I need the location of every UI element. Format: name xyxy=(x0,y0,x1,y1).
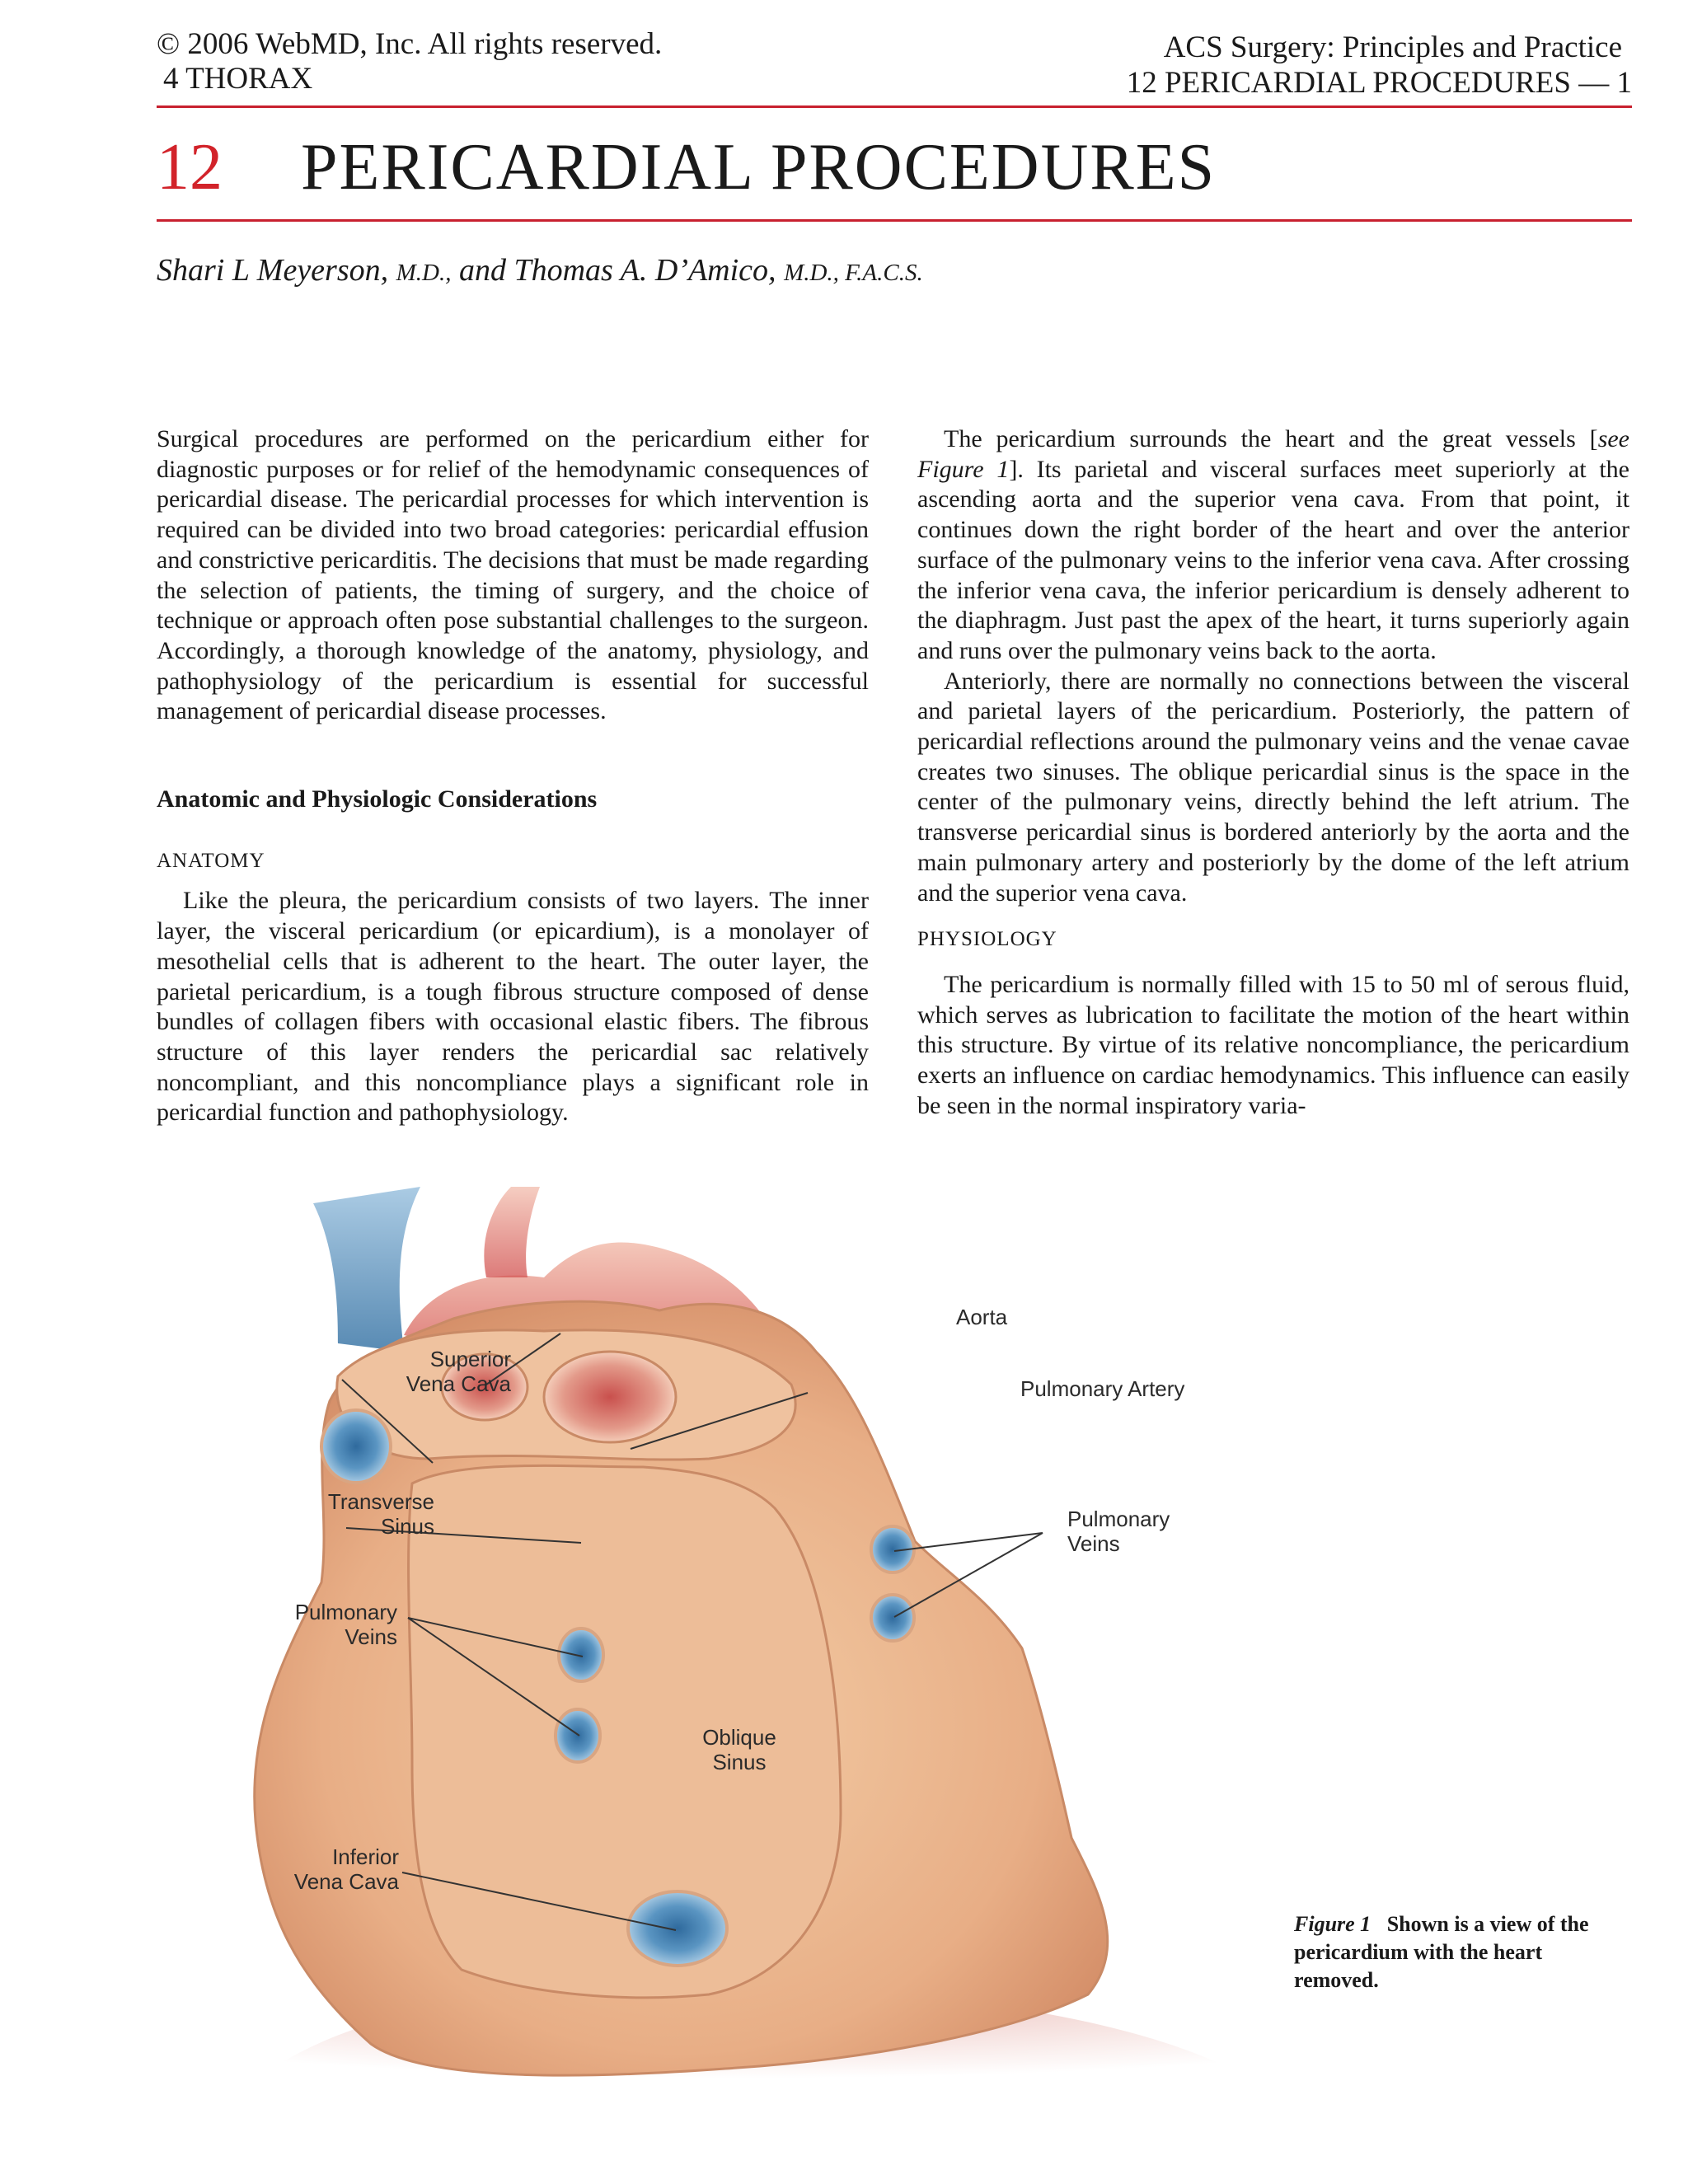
pericardium-paragraph xyxy=(917,424,1629,667)
author-1-degree: M.D., xyxy=(396,260,452,286)
caption-label: Figure 1 xyxy=(1294,1912,1372,1936)
pulmonary-vein-left-upper xyxy=(559,1629,603,1681)
para1-text-end: ]. Its parietal and visceral surfaces meet superiorly at the ascending aorta and the superior vena cava. From that point, it continues down the right border of the heart and over the anterior surface of the pulmonary veins to the inferior vena cava. After crossing the inferior vena cava, the inferior pericardium is densely adherent to the diaphragm. Just past the apex of the heart, it turns superiorly again and runs over the pulmonary veins back to the aorta. xyxy=(917,455,1629,664)
author-1: Shari L Meyerson, xyxy=(157,253,389,288)
book-title: ACS Surgery: Principles and Practice xyxy=(1163,30,1622,64)
author-line xyxy=(157,251,923,292)
label-ivc-1: Inferior xyxy=(332,1844,399,1869)
label-transverse-1: Transverse xyxy=(327,1489,434,1514)
chapter-title: PERICARDIAL PROCEDURES xyxy=(301,131,1217,204)
ivc-opening xyxy=(628,1891,727,1966)
label-pv-right-2: Veins xyxy=(1067,1531,1120,1556)
figure-caption xyxy=(1294,1910,1607,1994)
pulmonary-vein-right-lower xyxy=(871,1595,914,1641)
header-rule xyxy=(157,105,1632,108)
svc-opening xyxy=(321,1410,391,1483)
label-oblique-2: Sinus xyxy=(712,1750,767,1774)
aortic-branch-shape xyxy=(484,1187,540,1277)
label-pv-left-2: Veins xyxy=(345,1624,397,1649)
figure-reference: see Figure 1 xyxy=(917,425,1629,483)
author-2: and Thomas A. D’Amico, xyxy=(458,253,776,288)
label-pulmonary-artery: Pulmonary Artery xyxy=(1020,1376,1185,1401)
copyright-notice: © 2006 WebMD, Inc. All rights reserved. xyxy=(157,27,663,61)
label-pv-left-1: Pulmonary xyxy=(294,1600,397,1624)
caption-text: Shown is a view of the pericardium with the heart removed. xyxy=(1294,1912,1589,1992)
section-heading: Anatomic and Physiologic Considerations xyxy=(157,785,598,813)
label-pv-right-1: Pulmonary xyxy=(1067,1507,1170,1531)
sinus-paragraph: Anteriorly, there are normally no connections between the visceral and parietal layers of the pericardium. Posteriorly, the pattern of pericardial reflections around the pulmonary veins and the venae cavae creates two sinuses. The oblique pericardial sinus is the space in the center of the pulmonary veins, directly behind the left atrium. The transverse pericardial sinus is bordered anteriorly by the aorta and the main pulmonary artery and posteriorly by the dome of the left atrium and the superior vena cava. xyxy=(917,667,1629,907)
label-svc-2: Vena Cava xyxy=(406,1371,511,1396)
physiology-paragraph: The pericardium is normally filled with 15 to 50 ml of serous fluid, which serves as lubrication to facilitate the motion of the heart within this structure. By virtue of its relative noncompliance, the pericardium exerts an influence on cardiac hemodynamics. This influence can easily be seen in the normal inspiratory varia- xyxy=(917,970,1629,1119)
right-column xyxy=(917,424,1629,1121)
label-oblique-1: Oblique xyxy=(702,1725,776,1750)
label-transverse-2: Sinus xyxy=(380,1514,434,1539)
left-column xyxy=(157,424,869,1128)
anatomy-paragraph: Like the pleura, the pericardium consists of two layers. The inner layer, the visceral pericardium (or epicardium), is a monolayer of mesothelial cells that is adherent to the heart. The outer layer, the parietal pericardium, is a tough fibrous structure composed of dense bundles of collagen fibers with occasional elastic fibers. The fibrous structure of this layer renders the pericardial sac relatively noncompliant, and this noncompliance plays a significant role in pericardial function and pathophysiology. xyxy=(157,887,869,1127)
chapter-number: 12 xyxy=(157,131,223,204)
label-ivc-2: Vena Cava xyxy=(293,1869,399,1894)
label-aorta: Aorta xyxy=(956,1305,1008,1329)
pulmonary-vein-left-lower xyxy=(556,1709,600,1762)
title-rule xyxy=(157,219,1632,222)
physiology-heading: PHYSIOLOGY xyxy=(917,928,1057,951)
svc-vessel-shape xyxy=(313,1187,420,1352)
para1-text-start: The pericardium surrounds the heart and the great vessels [ xyxy=(944,425,1598,452)
section-label: 4 THORAX xyxy=(163,62,313,96)
running-title: 12 PERICARDIAL PROCEDURES — 1 xyxy=(1126,66,1632,100)
intro-paragraph: Surgical procedures are performed on the pericardium either for diagnostic purposes or for relief of the hemodynamic consequences of pericardial disease. The pericardial processes for which intervention is required can be divided into two broad categories: pericardial effusion and constrictive pericarditis. The decisions that must be made regarding the selection of patients, the timing of surgery, and the choice of technique or approach often pose substantial challenges to the surgeon. Accordingly, a thorough knowledge of the anatomy, physiology, and pathophysiology of the pericardium is essential for successful management of pericardial disease processes. xyxy=(157,425,869,725)
anatomy-heading: ANATOMY xyxy=(157,849,265,872)
label-svc-1: Superior xyxy=(429,1347,511,1371)
pulmonary-artery-opening xyxy=(544,1352,676,1442)
author-2-degree: M.D., F.A.C.S. xyxy=(784,260,923,286)
pericardium-illustration xyxy=(214,1187,1302,2110)
